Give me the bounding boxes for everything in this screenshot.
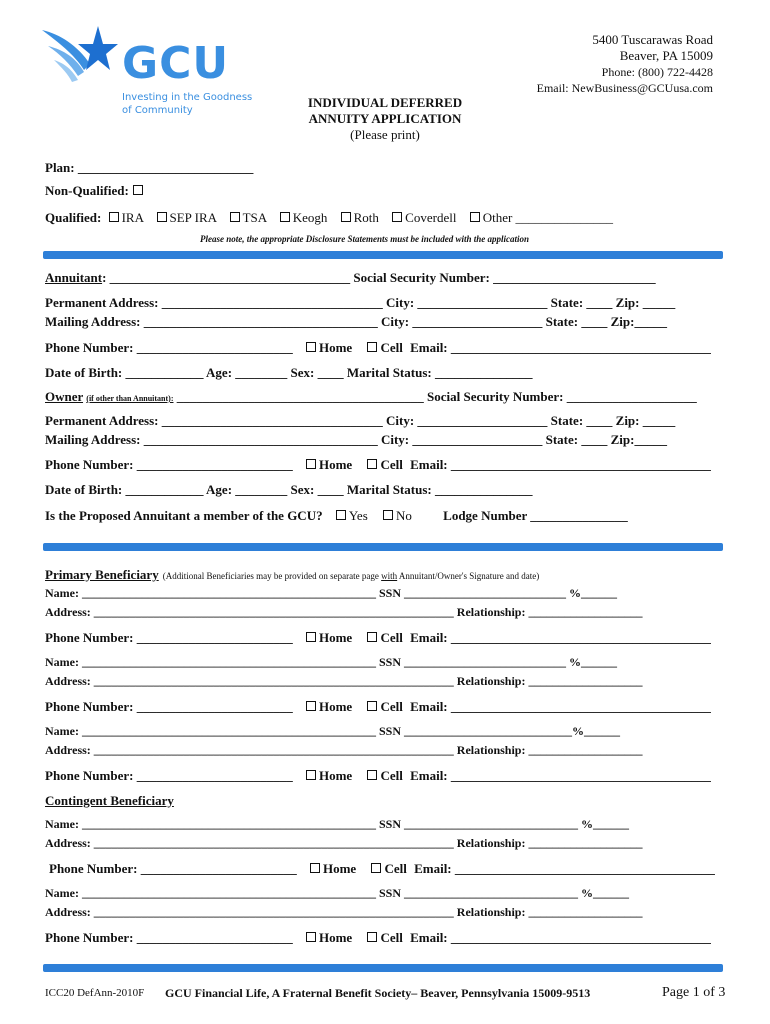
contingent-phone-row-2 [45,930,711,946]
primary-home-label-2: Home [318,699,353,714]
title-line-2: ANNUITY APPLICATION [308,111,462,126]
logo-text: GCU [122,38,230,89]
other-checkbox[interactable] [470,212,480,222]
owner-cell-label: Cell [380,457,403,472]
contingent-name-1[interactable]: Name: _________________________________________________ SSN _____________________________ %______ [45,817,629,831]
owner-note: (if other than Annuitant): [86,394,174,403]
contingent-email-field-2[interactable]: Email: ________________________________________ [410,930,711,945]
primary-name-2[interactable]: Name: _________________________________________________ SSN ___________________________ %______ [45,655,617,669]
contingent-home-checkbox-1[interactable] [310,863,320,873]
logo-tagline-1: Investing in the Goodness [122,92,253,103]
keogh-checkbox[interactable] [280,212,290,222]
contingent-phone-field-2[interactable]: Phone Number: ________________________ [45,930,293,945]
primary-address-3[interactable]: Address: ____________________________________________________________ Relationship: ___________________ [45,743,643,757]
primary-phone-row-3 [45,768,711,784]
primary-cell-label-3: Cell [380,768,403,783]
company-address [537,32,713,96]
contingent-cell-label-2: Cell [380,930,403,945]
owner-row [45,389,697,405]
roth-checkbox[interactable] [341,212,351,222]
primary-home-checkbox-2[interactable] [306,701,316,711]
nonqualified-label: Non-Qualified: [45,183,129,198]
owner-dob-row[interactable]: Date of Birth: ____________ Age: ________ Sex: ____ Marital Status: _______________ [45,482,533,497]
primary-phone-field-2[interactable]: Phone Number: ________________________ [45,699,293,714]
primary-cell-checkbox-1[interactable] [367,632,377,642]
other-label[interactable]: Other _______________ [482,210,614,225]
annuitant-phone-field[interactable]: Phone Number: ________________________ [45,340,293,355]
contingent-home-label-1: Home [322,861,357,876]
owner-name-ssn-field[interactable]: ______________________________________ Social Security Number: ____________________ [176,389,697,404]
company-phone: Phone: (800) 722-4428 [601,65,713,79]
member-question: Is the Proposed Annuitant a member of the GCU? [45,508,323,523]
contingent-home-checkbox-2[interactable] [306,932,316,942]
sep-ira-label: SEP IRA [169,210,217,225]
primary-cell-checkbox-3[interactable] [367,770,377,780]
annuitant-label: Annuitant [45,270,103,285]
ira-checkbox[interactable] [109,212,119,222]
annuitant-home-checkbox[interactable] [306,342,316,352]
member-row [45,508,628,524]
sep-ira-checkbox[interactable] [157,212,167,222]
section-divider-2 [43,543,723,551]
primary-note-with: with [381,571,398,581]
nonqualified-checkbox[interactable] [133,185,143,195]
owner-home-checkbox[interactable] [306,459,316,469]
owner-mailing-address[interactable]: Mailing Address: ____________________________________ City: ____________________ State: ____ Zip:_____ [45,432,667,447]
primary-email-field-3[interactable]: Email: ________________________________________ [410,768,711,783]
page-number: Page 1 of 3 [662,985,726,1000]
contingent-phone-field-1[interactable]: Phone Number: ________________________ [49,861,297,876]
logo-tagline-2: of Community [122,105,193,116]
member-yes-label: Yes [348,508,368,523]
primary-note-a: (Additional Beneficiaries may be provided on separate page [162,571,382,581]
star-logo-icon [40,24,120,94]
title-line-3: (Please print) [350,127,420,142]
owner-permanent-address[interactable]: Permanent Address: __________________________________ City: ____________________ State: ____ Zip: _____ [45,413,676,428]
lodge-number-field[interactable]: Lodge Number _______________ [443,508,628,523]
owner-phone-field[interactable]: Phone Number: ________________________ [45,457,293,472]
primary-home-checkbox-1[interactable] [306,632,316,642]
contingent-cell-checkbox-1[interactable] [371,863,381,873]
annuitant-permanent-address[interactable]: Permanent Address: __________________________________ City: ____________________ State: ____ Zip: _____ [45,295,676,310]
keogh-label: Keogh [292,210,328,225]
section-divider-1 [43,251,723,259]
annuitant-dob-row[interactable]: Date of Birth: ____________ Age: ________ Sex: ____ Marital Status: _______________ [45,365,533,380]
annuitant-cell-label: Cell [380,340,403,355]
form-title [300,95,470,143]
annuitant-cell-checkbox[interactable] [367,342,377,352]
owner-cell-checkbox[interactable] [367,459,377,469]
contingent-cell-label-1: Cell [384,861,407,876]
annuitant-email-field[interactable]: Email: ________________________________________ [410,340,711,355]
primary-cell-label-2: Cell [380,699,403,714]
contingent-phone-row-1 [49,861,715,877]
annuitant-phone-row [45,340,711,356]
primary-beneficiary-heading [45,566,539,584]
plan-field[interactable]: Plan: ___________________________ [45,160,254,175]
primary-address-1[interactable]: Address: ____________________________________________________________ Relationship: ___________________ [45,605,643,619]
primary-email-field-2[interactable]: Email: ________________________________________ [410,699,711,714]
owner-home-label: Home [318,457,353,472]
tsa-label: TSA [242,210,267,225]
contingent-address-2[interactable]: Address: ____________________________________________________________ Relationship: ___________________ [45,905,643,919]
disclosure-note: Please note, the appropriate Disclosure Statements must be included with the application [200,234,530,244]
primary-note-b: Annuitant/Owner's Signature and date) [397,571,540,581]
tsa-checkbox[interactable] [230,212,240,222]
coverdell-checkbox[interactable] [392,212,402,222]
owner-email-field[interactable]: Email: ________________________________________ [410,457,711,472]
primary-email-field-1[interactable]: Email: ________________________________________ [410,630,711,645]
contingent-email-field-1[interactable]: Email: ________________________________________ [414,861,715,876]
roth-label: Roth [353,210,379,225]
primary-home-label-1: Home [318,630,353,645]
member-no-label: No [396,508,412,523]
primary-home-label-3: Home [318,768,353,783]
owner-phone-row [45,457,711,473]
nonqualified-row [45,183,146,199]
form-number: ICC20 DefAnn-2010F [45,987,145,999]
primary-phone-field-3[interactable]: Phone Number: ________________________ [45,768,293,783]
annuitant-mailing-address[interactable]: Mailing Address: ____________________________________ City: ____________________ State: ____ Zip:_____ [45,314,667,329]
contingent-address-1[interactable]: Address: ____________________________________________________________ Relationship: ___________________ [45,836,643,850]
footer-company: GCU Financial Life, A Fraternal Benefit Society– Beaver, Pennsylvania 15009-9513 [165,986,591,1000]
primary-name-1[interactable]: Name: _________________________________________________ SSN ___________________________ %______ [45,586,617,600]
primary-phone-row-2 [45,699,711,715]
primary-phone-field-1[interactable]: Phone Number: ________________________ [45,630,293,645]
ira-label: IRA [121,210,144,225]
contingent-cell-checkbox-2[interactable] [367,932,377,942]
qualified-row [45,210,613,226]
annuitant-row [45,270,656,286]
gcu-logo [40,24,270,124]
member-yes-checkbox[interactable] [336,510,346,520]
coverdell-label: Coverdell [405,210,457,225]
address-line-1: 5400 Tuscarawas Road [592,32,713,47]
primary-beneficiary-label: Primary Beneficiary [45,567,159,582]
qualified-label: Qualified: [45,210,102,225]
contingent-beneficiary-label: Contingent Beneficiary [45,793,174,808]
title-line-1: INDIVIDUAL DEFERRED [307,95,463,110]
annuitant-home-label: Home [318,340,353,355]
owner-label: Owner [45,389,84,404]
primary-phone-row-1 [45,630,711,646]
contingent-name-2[interactable]: Name: _________________________________________________ SSN _____________________________ %______ [45,886,629,900]
section-divider-3 [43,964,723,972]
contingent-home-label-2: Home [318,930,353,945]
primary-name-3[interactable]: Name: _________________________________________________ SSN ____________________________%______ [45,724,620,738]
company-email: Email: NewBusiness@GCUusa.com [536,81,713,95]
primary-home-checkbox-3[interactable] [306,770,316,780]
primary-cell-label-1: Cell [380,630,403,645]
member-no-checkbox[interactable] [383,510,393,520]
primary-address-2[interactable]: Address: ____________________________________________________________ Relationship: ___________________ [45,674,643,688]
annuitant-name-ssn-field[interactable]: : _____________________________________ Social Security Number: _________________________ [102,270,656,285]
primary-cell-checkbox-2[interactable] [367,701,377,711]
address-line-2: Beaver, PA 15009 [619,48,713,63]
